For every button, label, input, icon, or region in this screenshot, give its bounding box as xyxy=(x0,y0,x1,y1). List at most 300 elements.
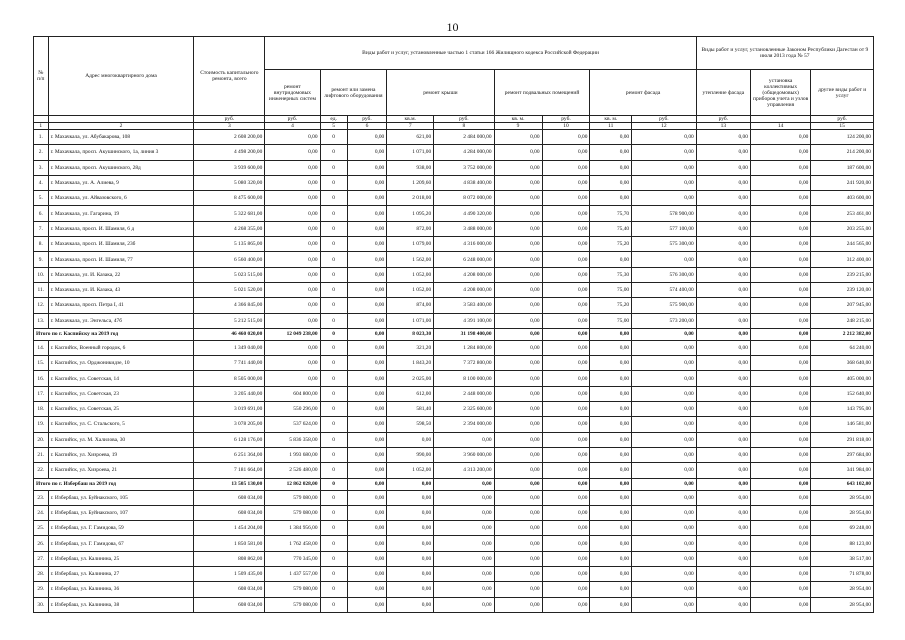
value-cell: 3 960 000,00 xyxy=(434,447,494,462)
value-cell: 0,00 xyxy=(434,505,494,520)
column-number: 14 xyxy=(750,123,810,130)
unit-cell: кв.м. xyxy=(387,116,434,123)
value-cell: 0,00 xyxy=(632,463,697,478)
value-cell: 71 878,00 xyxy=(811,567,874,582)
header-address: Адрес многоквартирного дома xyxy=(48,37,194,116)
column-number: 11 xyxy=(590,123,632,130)
row-address: г. Махачкала, ул. И. Казака, 22 xyxy=(48,267,194,282)
table-header xyxy=(34,37,874,130)
value-cell: 64 240,00 xyxy=(811,340,874,355)
value-cell: 146 581,00 xyxy=(811,417,874,432)
value-cell: 0,00 xyxy=(542,191,590,206)
value-cell: 0,00 xyxy=(750,175,810,190)
value-cell: 0,00 xyxy=(632,505,697,520)
value-cell: 0,00 xyxy=(750,417,810,432)
value-cell: 0,00 xyxy=(590,252,632,267)
value-cell: 0,00 xyxy=(750,206,810,221)
value-cell: 143 795,00 xyxy=(811,402,874,417)
value-cell: 0,00 xyxy=(542,432,590,447)
column-number: 1 xyxy=(34,123,49,130)
value-cell: 0,00 xyxy=(542,175,590,190)
value-cell: 4 498 200,00 xyxy=(194,145,265,160)
value-cell: 0,00 xyxy=(632,130,697,145)
value-cell: 0,00 xyxy=(542,536,590,551)
value-cell: 578 900,00 xyxy=(632,206,697,221)
value-cell: 0,00 xyxy=(494,567,542,582)
row-number: 23. xyxy=(34,490,49,505)
value-cell: 0 xyxy=(320,505,347,520)
column-number: 9 xyxy=(494,123,542,130)
table-row xyxy=(34,252,874,267)
table-row xyxy=(34,447,874,462)
value-cell: 2 018,00 xyxy=(387,191,434,206)
value-cell: 0,00 xyxy=(434,478,494,490)
value-cell: 0,00 xyxy=(347,386,387,401)
value-cell: 0 xyxy=(320,252,347,267)
value-cell: 0,00 xyxy=(494,463,542,478)
row-number: 15. xyxy=(34,356,49,371)
value-cell: 0,00 xyxy=(696,536,750,551)
table-row xyxy=(34,551,874,566)
value-cell: 0 xyxy=(320,551,347,566)
header-elevator: ремонт или замена лифтового оборудования xyxy=(320,70,387,116)
table-row xyxy=(34,237,874,252)
value-cell: 0,00 xyxy=(494,191,542,206)
value-cell: 0,00 xyxy=(542,463,590,478)
value-cell: 7 181 664,00 xyxy=(194,463,265,478)
value-cell: 0,00 xyxy=(265,252,320,267)
value-cell: 0,00 xyxy=(387,536,434,551)
value-cell: 0,00 xyxy=(265,282,320,297)
value-cell: 5 212 515,00 xyxy=(194,313,265,328)
value-cell: 0 xyxy=(320,478,347,490)
row-address: г. Махачкала, просп. И. Шамиля, 77 xyxy=(48,252,194,267)
value-cell: 214 200,00 xyxy=(811,145,874,160)
value-cell: 0 xyxy=(320,160,347,175)
value-cell: 0,00 xyxy=(494,536,542,551)
value-cell: 0,00 xyxy=(347,567,387,582)
value-cell: 0,00 xyxy=(696,298,750,313)
column-number: 4 xyxy=(265,123,320,130)
value-cell: 0,00 xyxy=(590,371,632,386)
value-cell: 608 034,00 xyxy=(194,582,265,597)
column-number: 13 xyxy=(696,123,750,130)
value-cell: 0,00 xyxy=(347,160,387,175)
value-cell: 0,00 xyxy=(696,417,750,432)
value-cell: 0 xyxy=(320,328,347,340)
table-row xyxy=(34,371,874,386)
value-cell: 0,00 xyxy=(750,130,810,145)
value-cell: 0,00 xyxy=(542,221,590,236)
unit-cell: руб. xyxy=(542,116,590,123)
value-cell: 0,00 xyxy=(632,536,697,551)
value-cell: 0,00 xyxy=(347,298,387,313)
value-cell: 0,00 xyxy=(387,432,434,447)
row-number: 5. xyxy=(34,191,49,206)
value-cell: 0,00 xyxy=(434,597,494,612)
row-number: 16. xyxy=(34,371,49,386)
table-row xyxy=(34,160,874,175)
value-cell: 0,00 xyxy=(696,191,750,206)
value-cell: 0,00 xyxy=(696,160,750,175)
value-cell: 0,00 xyxy=(387,505,434,520)
table-row xyxy=(34,145,874,160)
value-cell: 28 954,00 xyxy=(811,597,874,612)
row-address: г. Каспийск, ул. М. Халилова, 30 xyxy=(48,432,194,447)
table-row xyxy=(34,206,874,221)
value-cell: 312 400,00 xyxy=(811,252,874,267)
value-cell: 0,00 xyxy=(347,237,387,252)
value-cell: 3 939 600,00 xyxy=(194,160,265,175)
value-cell: 0,00 xyxy=(265,237,320,252)
unit-cell: руб. xyxy=(811,116,874,123)
value-cell: 403 600,00 xyxy=(811,191,874,206)
value-cell: 0,00 xyxy=(590,505,632,520)
value-cell: 872,00 xyxy=(387,221,434,236)
value-cell: 608 034,00 xyxy=(194,597,265,612)
value-cell: 0 xyxy=(320,432,347,447)
value-cell: 4 268 355,00 xyxy=(194,221,265,236)
value-cell: 1 437 557,00 xyxy=(265,567,320,582)
header-facade: ремонт фасада xyxy=(590,70,696,116)
value-cell: 0,00 xyxy=(347,191,387,206)
value-cell: 579 080,00 xyxy=(265,582,320,597)
value-cell: 0,00 xyxy=(494,478,542,490)
table-body xyxy=(34,130,874,613)
table-row xyxy=(34,536,874,551)
value-cell: 0,00 xyxy=(590,567,632,582)
table-row xyxy=(34,313,874,328)
value-cell: 0,00 xyxy=(632,191,697,206)
value-cell: 0,00 xyxy=(590,340,632,355)
value-cell: 0,00 xyxy=(494,313,542,328)
value-cell: 0,00 xyxy=(750,447,810,462)
value-cell: 0 xyxy=(320,191,347,206)
value-cell: 0,00 xyxy=(542,282,590,297)
unit-cell: руб. xyxy=(265,116,320,123)
value-cell: 124 200,00 xyxy=(811,130,874,145)
value-cell: 0,00 xyxy=(542,402,590,417)
value-cell: 0,00 xyxy=(590,328,632,340)
column-number: 10 xyxy=(542,123,590,130)
value-cell: 0,00 xyxy=(494,490,542,505)
value-cell: 0,00 xyxy=(494,328,542,340)
value-cell: 0 xyxy=(320,536,347,551)
value-cell: 0,00 xyxy=(590,145,632,160)
value-cell: 1 850 581,00 xyxy=(194,536,265,551)
row-address: г. Каспийск, ул. Хизроева, 21 xyxy=(48,463,194,478)
row-number: 19. xyxy=(34,417,49,432)
table-row xyxy=(34,490,874,505)
value-cell: 573 200,00 xyxy=(632,313,697,328)
value-cell: 28 954,00 xyxy=(811,582,874,597)
value-cell: 0,00 xyxy=(632,252,697,267)
value-cell: 0,00 xyxy=(632,417,697,432)
value-cell: 0,00 xyxy=(542,478,590,490)
value-cell: 4 391 100,00 xyxy=(434,313,494,328)
value-cell: 0,00 xyxy=(750,490,810,505)
value-cell: 0,00 xyxy=(590,130,632,145)
value-cell: 0,00 xyxy=(696,402,750,417)
row-address: г. Избербаш, ул. Буйнакского, 107 xyxy=(48,505,194,520)
row-address: г. Каспийск, ул. Советская, 25 xyxy=(48,402,194,417)
row-address: г. Каспийск, ул. Орджоникидзе, 10 xyxy=(48,356,194,371)
value-cell: 0 xyxy=(320,582,347,597)
value-cell: 0,00 xyxy=(750,402,810,417)
value-cell: 1 071,00 xyxy=(387,145,434,160)
row-number: 10. xyxy=(34,267,49,282)
value-cell: 4 208 000,00 xyxy=(434,267,494,282)
value-cell: 0,00 xyxy=(590,432,632,447)
value-cell: 0,00 xyxy=(750,567,810,582)
value-cell: 4 366 845,00 xyxy=(194,298,265,313)
value-cell: 0,00 xyxy=(542,267,590,282)
value-cell: 0,00 xyxy=(750,432,810,447)
value-cell: 0,00 xyxy=(265,356,320,371)
value-cell: 244 565,00 xyxy=(811,237,874,252)
row-number: 11. xyxy=(34,282,49,297)
value-cell: 0,00 xyxy=(434,536,494,551)
value-cell: 297 684,00 xyxy=(811,447,874,462)
value-cell: 0,00 xyxy=(265,371,320,386)
value-cell: 4 284 000,00 xyxy=(434,145,494,160)
unit-cell: руб. xyxy=(696,116,750,123)
value-cell: 0,00 xyxy=(387,478,434,490)
value-cell: 1 079,00 xyxy=(387,237,434,252)
value-cell: 0,00 xyxy=(265,160,320,175)
value-cell: 0,00 xyxy=(750,237,810,252)
value-cell: 598,50 xyxy=(387,417,434,432)
value-cell: 0,00 xyxy=(696,282,750,297)
value-cell: 1 509 435,00 xyxy=(194,567,265,582)
value-cell: 0,00 xyxy=(347,417,387,432)
value-cell: 0,00 xyxy=(750,463,810,478)
value-cell: 6 248 000,00 xyxy=(434,252,494,267)
row-number: 17. xyxy=(34,386,49,401)
value-cell: 0,00 xyxy=(347,206,387,221)
value-cell: 0,00 xyxy=(696,551,750,566)
value-cell: 0,00 xyxy=(542,447,590,462)
row-address: г. Махачкала, ул. Абубакарова, 108 xyxy=(48,130,194,145)
table-row xyxy=(34,521,874,536)
value-cell: 0,00 xyxy=(494,130,542,145)
column-number: 6 xyxy=(347,123,387,130)
value-cell: 0,00 xyxy=(590,463,632,478)
value-cell: 0,00 xyxy=(632,340,697,355)
value-cell: 0,00 xyxy=(696,130,750,145)
value-cell: 0 xyxy=(320,340,347,355)
row-address: г. Каспийск, Военный городок, 6 xyxy=(48,340,194,355)
value-cell: 0,00 xyxy=(590,597,632,612)
value-cell: 0,00 xyxy=(632,490,697,505)
value-cell: 75,30 xyxy=(590,267,632,282)
value-cell: 0,00 xyxy=(494,252,542,267)
value-cell: 0 xyxy=(320,402,347,417)
value-cell: 0,00 xyxy=(750,313,810,328)
value-cell: 0,00 xyxy=(750,505,810,520)
value-cell: 0,00 xyxy=(750,478,810,490)
value-cell: 8 023,30 xyxy=(387,328,434,340)
header-basement: ремонт подвальных помещений xyxy=(494,70,590,116)
value-cell: 2 448 000,00 xyxy=(434,386,494,401)
value-cell: 0,00 xyxy=(750,521,810,536)
value-cell: 0,00 xyxy=(632,447,697,462)
row-address: г. Избербаш, ул. Калинина, 25 xyxy=(48,551,194,566)
page-number: 10 xyxy=(446,20,459,34)
value-cell: 0 xyxy=(320,356,347,371)
value-cell: 1 071,00 xyxy=(387,313,434,328)
value-cell: 0,00 xyxy=(494,371,542,386)
row-number: 3. xyxy=(34,160,49,175)
value-cell: 0,00 xyxy=(347,356,387,371)
value-cell: 0,00 xyxy=(542,490,590,505)
value-cell: 0,00 xyxy=(696,432,750,447)
value-cell: 575 900,00 xyxy=(632,298,697,313)
value-cell: 239 120,00 xyxy=(811,282,874,297)
row-number: 8. xyxy=(34,237,49,252)
value-cell: 0,00 xyxy=(265,130,320,145)
row-address: г. Избербаш, ул. Буйнакского, 105 xyxy=(48,490,194,505)
total-row xyxy=(34,478,874,490)
value-cell: 0,00 xyxy=(265,145,320,160)
unit-cell: руб. xyxy=(194,116,265,123)
unit-cell: ед. xyxy=(320,116,347,123)
value-cell: 0,00 xyxy=(347,221,387,236)
value-cell: 6 251 364,00 xyxy=(194,447,265,462)
value-cell: 0,00 xyxy=(347,313,387,328)
value-cell: 0,00 xyxy=(632,145,697,160)
row-address: г. Махачкала, просп. И. Шамиля, 23б xyxy=(48,237,194,252)
value-cell: 248 215,00 xyxy=(811,313,874,328)
value-cell: 0,00 xyxy=(542,356,590,371)
row-address: г. Махачкала, ул. А. Алиева, 9 xyxy=(48,175,194,190)
row-address: г. Махачкала, просп. Акушинского, 28д xyxy=(48,160,194,175)
value-cell: 0,00 xyxy=(750,282,810,297)
row-number: 29. xyxy=(34,582,49,597)
value-cell: 643 102,00 xyxy=(811,478,874,490)
value-cell: 187 600,00 xyxy=(811,160,874,175)
value-cell: 0,00 xyxy=(750,597,810,612)
table-row xyxy=(34,298,874,313)
row-address: г. Махачкала, просп. Акушинского, 1а, линия 3 xyxy=(48,145,194,160)
value-cell: 0,00 xyxy=(494,145,542,160)
value-cell: 0,00 xyxy=(696,340,750,355)
row-number: 13. xyxy=(34,313,49,328)
value-cell: 0,00 xyxy=(494,402,542,417)
value-cell: 0,00 xyxy=(347,267,387,282)
value-cell: 0,00 xyxy=(347,582,387,597)
column-number: 8 xyxy=(434,123,494,130)
column-number: 3 xyxy=(194,123,265,130)
row-number: 21. xyxy=(34,447,49,462)
value-cell: 1 209,60 xyxy=(387,175,434,190)
row-number: 27. xyxy=(34,551,49,566)
value-cell: 0,00 xyxy=(494,521,542,536)
value-cell: 4 313 200,00 xyxy=(434,463,494,478)
value-cell: 0,00 xyxy=(696,447,750,462)
value-cell: 577 100,00 xyxy=(632,221,697,236)
value-cell: 0,00 xyxy=(590,160,632,175)
value-cell: 0,00 xyxy=(494,447,542,462)
value-cell: 0,00 xyxy=(347,130,387,145)
value-cell: 0,00 xyxy=(494,160,542,175)
table-row xyxy=(34,402,874,417)
value-cell: 3 752 000,00 xyxy=(434,160,494,175)
value-cell: 0,00 xyxy=(542,252,590,267)
header-engineering: ремонт внутридомовых инженерных систем xyxy=(265,70,320,116)
value-cell: 550 296,00 xyxy=(265,402,320,417)
row-number: 25. xyxy=(34,521,49,536)
value-cell: 1 052,00 xyxy=(387,463,434,478)
value-cell: 0,00 xyxy=(632,478,697,490)
value-cell: 0 xyxy=(320,175,347,190)
value-cell: 341 984,00 xyxy=(811,463,874,478)
header-roof: ремонт крыши xyxy=(387,70,494,116)
value-cell: 0,00 xyxy=(750,298,810,313)
value-cell: 0,00 xyxy=(494,551,542,566)
value-cell: 207 945,00 xyxy=(811,298,874,313)
value-cell: 368 640,00 xyxy=(811,356,874,371)
header-units-row xyxy=(34,116,874,123)
value-cell: 38 517,00 xyxy=(811,551,874,566)
value-cell: 0 xyxy=(320,221,347,236)
value-cell: 2 526 480,00 xyxy=(265,463,320,478)
unit-cell: руб. xyxy=(347,116,387,123)
value-cell: 0,00 xyxy=(347,282,387,297)
value-cell: 239 215,00 xyxy=(811,267,874,282)
table-row xyxy=(34,221,874,236)
row-number: 26. xyxy=(34,536,49,551)
table-row xyxy=(34,356,874,371)
value-cell: 4 208 000,00 xyxy=(434,282,494,297)
row-number: 6. xyxy=(34,206,49,221)
value-cell: 0,00 xyxy=(347,432,387,447)
value-cell: 8 475 600,00 xyxy=(194,191,265,206)
value-cell: 1 843,20 xyxy=(387,356,434,371)
value-cell: 0,00 xyxy=(542,582,590,597)
value-cell: 1 284 800,00 xyxy=(434,340,494,355)
value-cell: 0,00 xyxy=(750,328,810,340)
value-cell: 0,00 xyxy=(632,160,697,175)
value-cell: 0,00 xyxy=(542,386,590,401)
value-cell: 4 838 400,00 xyxy=(434,175,494,190)
value-cell: 0,00 xyxy=(434,567,494,582)
value-cell: 46 460 020,00 xyxy=(194,328,265,340)
value-cell: 0,00 xyxy=(347,597,387,612)
value-cell: 75,70 xyxy=(590,206,632,221)
value-cell: 0,00 xyxy=(696,175,750,190)
value-cell: 0 xyxy=(320,371,347,386)
value-cell: 5 023 515,00 xyxy=(194,267,265,282)
value-cell: 938,00 xyxy=(387,160,434,175)
value-cell: 75,40 xyxy=(590,221,632,236)
value-cell: 604 800,00 xyxy=(265,386,320,401)
value-cell: 0,00 xyxy=(750,551,810,566)
row-address: г. Избербаш, ул. Г. Гамидова, 67 xyxy=(48,536,194,551)
row-address: г. Каспийск, ул. Хизроева, 19 xyxy=(48,447,194,462)
value-cell: 0,00 xyxy=(542,328,590,340)
value-cell: 0,00 xyxy=(590,521,632,536)
value-cell: 0,00 xyxy=(696,521,750,536)
value-cell: 13 505 130,00 xyxy=(194,478,265,490)
value-cell: 1 349 040,00 xyxy=(194,340,265,355)
value-cell: 2 212 382,00 xyxy=(811,328,874,340)
value-cell: 0,00 xyxy=(696,313,750,328)
value-cell: 0,00 xyxy=(494,206,542,221)
column-number: 2 xyxy=(48,123,194,130)
value-cell: 0,00 xyxy=(632,402,697,417)
value-cell: 0,00 xyxy=(542,313,590,328)
